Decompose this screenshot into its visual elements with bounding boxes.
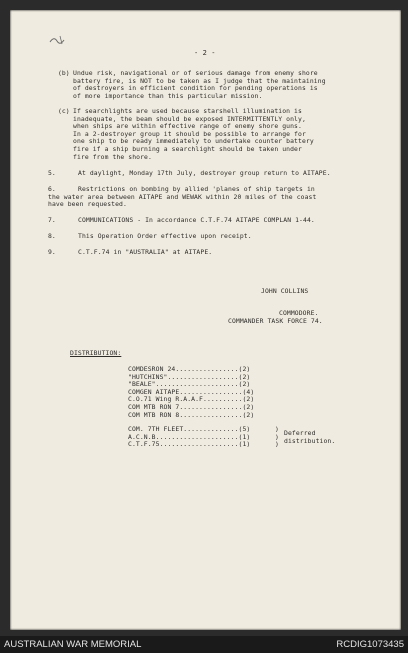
deferred-label-2: distribution.	[284, 436, 336, 445]
para-c-line-2: inadequate, the beam should be exposed INTERMITTENTLY only,	[73, 114, 306, 123]
distribution-item: A.C.N.B.....................(1)	[128, 432, 251, 441]
para-c-line-6: fire if a ship burning a searchlight should be taken under	[73, 145, 302, 153]
deferred-label-1: Deferred	[284, 429, 316, 437]
distribution-item: C.T.F.75....................(1)	[128, 440, 251, 449]
para-b-line-3: of destroyers in efficient condition for pending operations is	[73, 84, 318, 93]
para-5-label: 5.	[48, 169, 56, 177]
brace-mark: )	[275, 440, 279, 449]
pen-mark-icon	[48, 32, 70, 48]
para-9-text: C.T.F.74 in "AUSTRALIA" at AITAPE.	[78, 248, 213, 256]
archive-footer	[0, 636, 408, 653]
para-b-line-4: of more importance than this particular mission.	[73, 91, 263, 100]
distribution-item: COM. 7TH FLEET..............(5)	[128, 425, 251, 433]
para-6-line-2: the water area between AITAPE and WEWAK within 20 miles of the coast	[48, 192, 317, 201]
para-6-label: 6.	[48, 185, 56, 193]
para-c-line-3: when ships are within effective range of enemy shore guns.	[73, 122, 302, 131]
para-8-text: This Operation Order effective upon receipt.	[78, 232, 252, 240]
archive-name: AUSTRALIAN WAR MEMORIAL	[4, 639, 142, 650]
signature-rank: COMMODORE.	[279, 309, 319, 317]
brace-mark: )	[275, 425, 279, 433]
para-c-line-7: fire from the shore.	[73, 152, 152, 161]
distribution-item: "BEALE".....................(2)	[128, 380, 251, 389]
signature-title: COMMANDER TASK FORCE 74.	[228, 317, 323, 325]
archive-id: RCDIG1073435	[336, 639, 404, 650]
para-8-label: 8.	[48, 232, 56, 240]
para-b-line-1: Undue risk, navigational or of serious damage from enemy shore	[73, 69, 318, 77]
distribution-heading: DISTRIBUTION:	[70, 349, 122, 357]
distribution-item: C.O.71 Wing R.A.A.F..........(2)	[128, 395, 255, 404]
para-6-line-1: Restrictions on bombing by allied 'planes of ship targets in	[78, 185, 315, 193]
signature-name: JOHN COLLINS	[261, 287, 309, 295]
para-c-line-1: If searchlights are used because starshell illumination is	[73, 107, 302, 115]
para-c-line-4: In a 2-destroyer group it should be possible to arrange for	[73, 129, 306, 138]
para-b-label: (b)	[58, 69, 70, 77]
para-9-label: 9.	[48, 248, 56, 256]
para-c-line-5: one ship to be ready immediately to undertake counter battery	[73, 137, 314, 146]
para-5-text: At daylight, Monday 17th July, destroyer group return to AITAPE.	[78, 169, 331, 177]
brace-mark: )	[275, 432, 279, 441]
para-7-label: 7.	[48, 216, 56, 224]
distribution-item: COMDESRON 24................(2)	[128, 365, 251, 373]
distribution-item: "HUTCHINS"..................(2)	[128, 372, 251, 381]
para-7-text: COMMUNICATIONS - In accordance C.T.F.74 AITAPE COMPLAN 1-44.	[78, 216, 315, 224]
distribution-item: COM MTB RON 7................(2)	[128, 403, 255, 411]
para-b-line-2: battery fire, is NOT to be taken as I judge that the maintaining	[73, 76, 326, 85]
distribution-item: COMGEN AITAPE................(4)	[128, 387, 255, 396]
page-number: - 2 -	[194, 49, 216, 57]
document-page	[10, 10, 401, 630]
distribution-item: COM MTB RON 8................(2)	[128, 410, 255, 419]
para-6-line-3: have been requested.	[48, 200, 127, 209]
para-c-label: (c)	[58, 107, 70, 115]
